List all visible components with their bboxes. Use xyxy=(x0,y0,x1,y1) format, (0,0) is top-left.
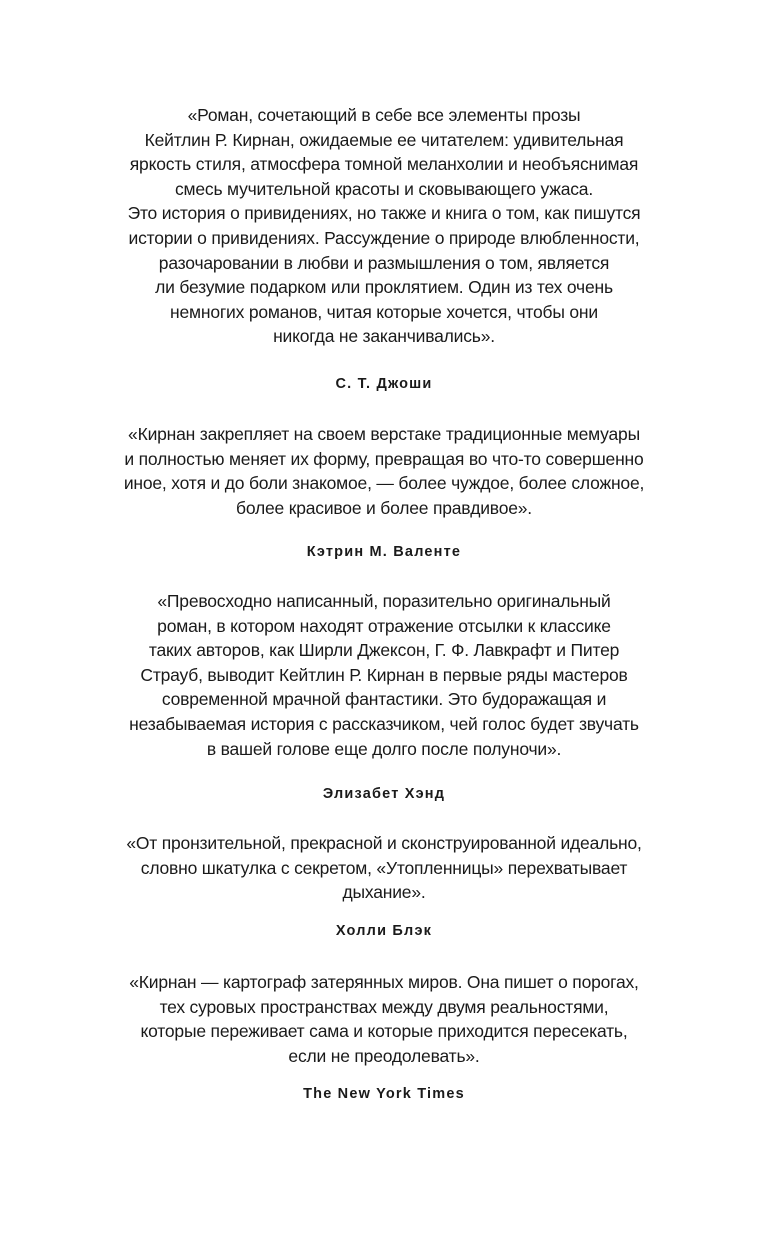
quote-line: словно шкатулка с секретом, «Утопленницы» перехватывает xyxy=(140,857,628,878)
quote-line: «Кирнан закрепляет на своем верстаке традиционные мемуары xyxy=(128,424,640,444)
quote-line: разочаровании в любви и размышления о том, является xyxy=(158,252,610,273)
review-author-3: Элизабет Хэнд xyxy=(322,786,446,802)
quote-line: Кейтлин Р. Кирнан, ожидаемые ее читателем: удивительная xyxy=(144,129,624,150)
quote-line: если не преодолевать». xyxy=(288,1045,480,1066)
review-quote-4 xyxy=(0,831,768,905)
quote-line: яркость стиля, атмосфера томной меланхолии и необъяснимая xyxy=(129,154,639,175)
quote-line: современной мрачной фантастики. Это будоражащая и xyxy=(161,689,607,710)
quote-line: Это история о привидениях, но также и книга о том, как пишутся xyxy=(127,203,641,224)
quote-line: дыхание». xyxy=(342,882,426,903)
quote-line: ли безумие подарком или проклятием. Один из тех очень xyxy=(155,277,613,298)
quote-line: «Кирнан — картограф затерянных миров. Она пишет о порогах, xyxy=(129,972,639,992)
quote-line: таких авторов, как Ширли Джексон, Г. Ф. Лавкрафт и Питер xyxy=(148,640,620,661)
quote-line: роман, в котором находят отражение отсылки к классике xyxy=(157,615,611,636)
review-author-5: The New York Times xyxy=(303,1086,465,1102)
quote-line: тех суровых пространствах между двумя реальностями, xyxy=(159,996,609,1017)
review-author-1: С. Т. Джоши xyxy=(335,376,433,392)
quote-line: истории о привидениях. Рассуждение о природе влюбленности, xyxy=(128,227,640,248)
review-author-2: Кэтрин М. Валенте xyxy=(306,544,462,560)
review-quote-5 xyxy=(0,970,768,1068)
quote-line: иное, хотя и до боли знакомое, — более чуждое, более сложное, xyxy=(123,473,645,494)
review-quote-1 xyxy=(0,103,768,349)
quote-line: в вашей голове еще долго после полуночи». xyxy=(206,738,562,759)
quote-line: более красивое и более правдивое». xyxy=(236,497,532,518)
review-quote-2 xyxy=(0,422,768,520)
quote-line: и полностью меняет их форму, превращая во что-то совершенно xyxy=(124,448,644,469)
quote-line: которые переживает сама и которые приходится пересекать, xyxy=(140,1021,628,1042)
review-author-4: Холли Блэк xyxy=(335,923,433,939)
quote-line: «Роман, сочетающий в себе все элементы прозы xyxy=(187,105,581,125)
quote-line: «Превосходно написанный, поразительно оригинальный xyxy=(157,591,611,611)
review-quote-3 xyxy=(0,589,768,761)
quote-line: никогда не заканчивались». xyxy=(273,326,495,347)
quote-line: немногих романов, читая которые хочется, чтобы они xyxy=(170,301,598,322)
quote-line: Страуб, выводит Кейтлин Р. Кирнан в первые ряды мастеров xyxy=(140,664,628,685)
quote-line: незабываемая история с рассказчиком, чей голос будет звучать xyxy=(129,713,639,734)
quote-line: «От пронзительной, прекрасной и сконструированной идеально, xyxy=(126,833,642,853)
quote-line: смесь мучительной красоты и сковывающего ужаса. xyxy=(175,178,593,199)
